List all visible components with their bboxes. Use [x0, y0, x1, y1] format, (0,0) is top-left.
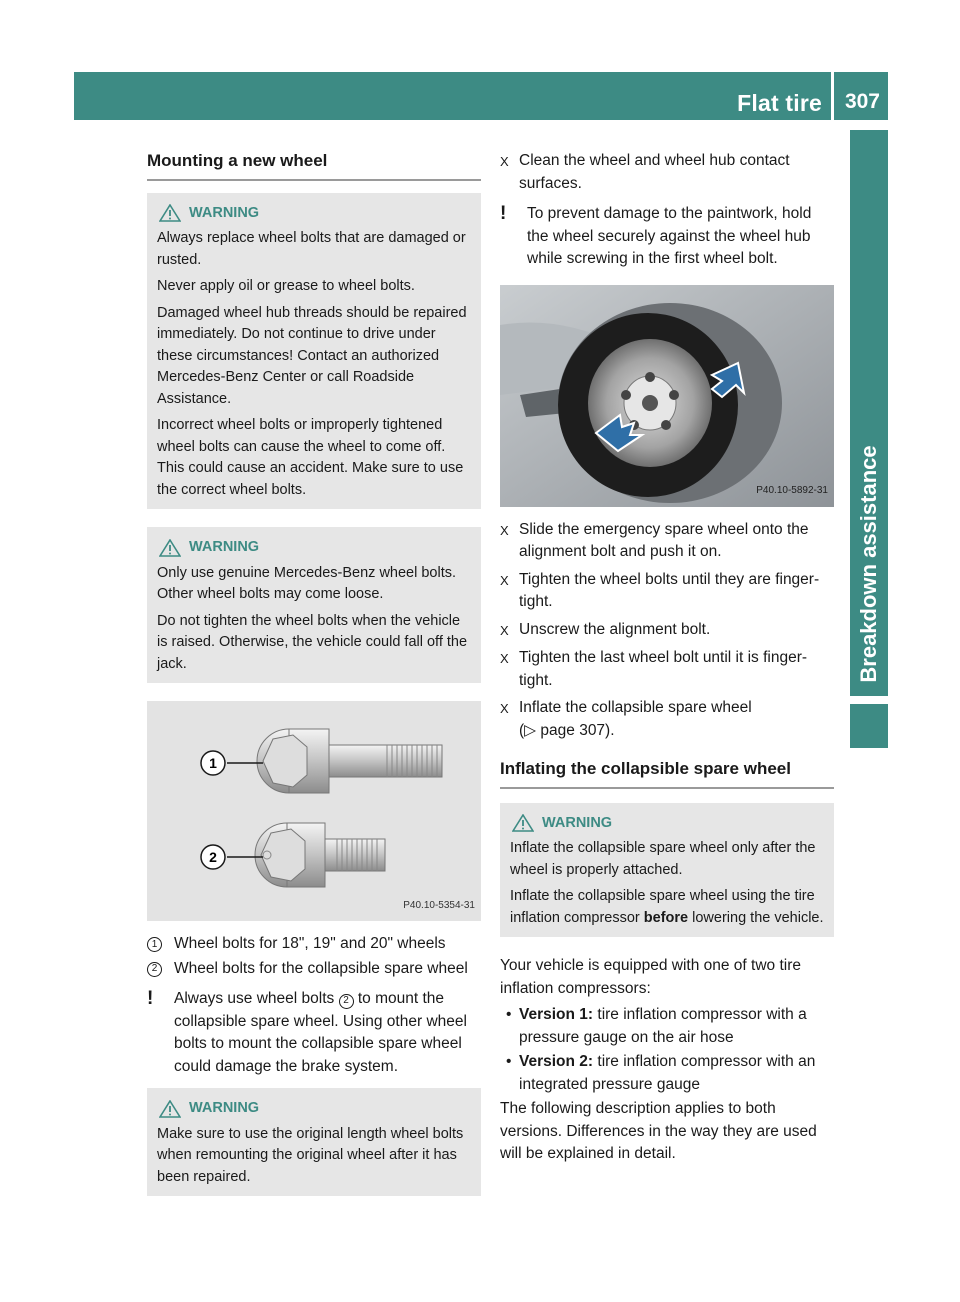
warning-text: Always replace wheel bolts that are damaged or rusted.: [157, 230, 466, 268]
header-divider: [831, 72, 834, 120]
caution-text-part: Always use wheel bolts: [174, 990, 339, 1007]
warning-box: [500, 803, 834, 938]
legend-text: Wheel bolts for 18", 19" and 20" wheels: [174, 935, 446, 952]
warning-text: Make sure to use the original length wheel bolts when remounting the original wheel after it has been repaired.: [157, 1125, 464, 1185]
warning-text: Never apply oil or grease to wheel bolts.: [157, 278, 415, 294]
instruction-step: [500, 619, 834, 643]
legend-item: [147, 958, 481, 981]
warning-label: WARNING: [189, 204, 260, 221]
page-number: 307: [844, 90, 880, 113]
warning-emphasis: before: [643, 909, 689, 926]
instruction-step: [500, 697, 834, 742]
warning-text: [510, 886, 825, 929]
wheel-bolts-figure: [147, 701, 481, 921]
header-bar: [74, 72, 888, 120]
legend-text: Wheel bolts for the collapsible spare wheel: [174, 959, 468, 977]
instruction-step: [500, 150, 834, 195]
step-text: Tighten the last wheel bolt until it is finger-tight.: [519, 649, 808, 689]
step-text: Clean the wheel and wheel hub contact surfaces.: [519, 152, 790, 192]
warning-label: WARNING: [189, 1100, 260, 1116]
warning-text: Inflate the collapsible spare wheel only after the wheel is properly attached.: [510, 840, 816, 878]
list-item-text: [519, 1051, 834, 1096]
step-mark: X: [500, 154, 509, 169]
caution-mark: !: [500, 203, 507, 224]
warning-text: Damaged wheel hub threads should be repaired immediately. Do not continue to drive under these circumstances! Contact an authorized Mercedes-Benz Center or call Roadside Assistance.: [157, 304, 467, 407]
warning-text: Incorrect wheel bolts or improperly tightened wheel bolts can cause the wheel to come off. This could cause an accident. Make sure to use the correct wheel bolts.: [157, 417, 464, 498]
right-column: [500, 150, 834, 1170]
left-column: [147, 150, 481, 1214]
warning-box: [147, 193, 481, 510]
step-mark: X: [500, 651, 509, 666]
warning-text: Only use genuine Mercedes-Benz wheel bolts. Other wheel bolts may come loose.: [157, 564, 457, 602]
list-item: [500, 1004, 834, 1049]
bullet-mark: •: [506, 1006, 512, 1023]
list-item: [500, 1051, 834, 1096]
warning-triangle-icon: [159, 204, 181, 222]
side-tab-label: Breakdown assistance: [856, 445, 881, 683]
callout-2: 2: [209, 849, 217, 865]
chapter-title: Flat tire: [737, 90, 822, 116]
warning-triangle-icon: [159, 539, 181, 557]
side-tab-marker: [850, 704, 888, 748]
legend-reference: 2: [339, 994, 354, 1009]
warning-header: [157, 203, 472, 225]
step-text-part: Inflate the collapsible spare wheel: [519, 699, 752, 716]
section-title-inflating: Inflating the collapsible spare wheel: [500, 758, 834, 789]
spare-wheel-photo: [500, 285, 834, 507]
warning-text: Do not tighten the wheel bolts when the vehicle is raised. Otherwise, the vehicle could fall off the jack.: [157, 612, 468, 672]
caution-mark: !: [147, 988, 154, 1009]
step-text: Unscrew the alignment bolt.: [519, 620, 711, 638]
section-title-mounting: Mounting a new wheel: [147, 150, 481, 181]
caution-text-part: to mount the collapsible spare wheel. Using other wheel bolts to mount the collapsible spare wheel could damage the brake system.: [174, 990, 467, 1075]
step-mark: X: [500, 622, 509, 638]
list-item-label: Version 1:: [519, 1006, 594, 1023]
warning-text-part: lowering the vehicle.: [688, 909, 824, 926]
figure-code: P40.10-5892-31: [756, 485, 828, 496]
list-item-description: tire inflation compressor with an integrated pressure gauge: [519, 1053, 816, 1093]
caution-text: [174, 988, 481, 1078]
warning-header: [157, 537, 472, 559]
warning-triangle-icon: [512, 814, 534, 832]
step-text: Inflate the collapsible spare wheel (▷ page 307).: [519, 699, 752, 739]
step-mark: X: [500, 572, 509, 588]
bullet-mark: •: [506, 1053, 512, 1070]
caution-note: [500, 203, 834, 271]
legend-number: 2: [147, 962, 162, 977]
spare-wheel-figure: [500, 285, 834, 507]
instruction-step: [500, 647, 834, 692]
list-item-description: tire inflation compressor with a pressure gauge on the air hose: [519, 1006, 807, 1046]
caution-text: To prevent damage to the paintwork, hold the wheel securely against the wheel hub while screwing in the first wheel bolt.: [527, 205, 812, 267]
list-item-label: Version 2:: [519, 1053, 594, 1070]
page-reference[interactable]: page 307).: [540, 721, 615, 739]
warning-text-part: Inflate the collapsible spare wheel using the tire inflation compressor: [510, 888, 815, 926]
intro-paragraph: Your vehicle is equipped with one of two tire inflation compressors:: [500, 957, 802, 997]
page-reference-arrow-icon: ▷: [524, 721, 537, 739]
list-item-text: [519, 1004, 834, 1049]
warning-header: [157, 1098, 472, 1120]
step-mark: X: [500, 522, 509, 538]
step-text: Tighten the wheel bolts until they are finger-tight.: [519, 570, 820, 610]
legend-number: 1: [147, 937, 162, 952]
warning-label: WARNING: [542, 814, 613, 831]
long-wheel-bolt: [257, 729, 442, 793]
warning-box: [147, 1088, 481, 1196]
wheel-bolts-illustration: [147, 701, 481, 921]
warning-triangle-icon: [159, 1100, 181, 1118]
closing-paragraph: The following description applies to both versions. Differences in the way they are used will be explained in detail.: [500, 1100, 817, 1162]
caution-note: [147, 988, 481, 1078]
warning-header: [510, 813, 825, 835]
callout-1: 1: [209, 755, 217, 771]
warning-box: [147, 527, 481, 683]
short-wheel-bolt: [255, 823, 385, 887]
legend-item: [147, 933, 481, 956]
figure-code: P40.10-5354-31: [403, 899, 475, 911]
instruction-step: [500, 569, 834, 614]
step-text: Slide the emergency spare wheel onto the alignment bolt and push it on.: [519, 520, 809, 560]
instruction-step: [500, 519, 834, 564]
step-mark: X: [500, 701, 509, 716]
warning-label: WARNING: [189, 539, 260, 555]
